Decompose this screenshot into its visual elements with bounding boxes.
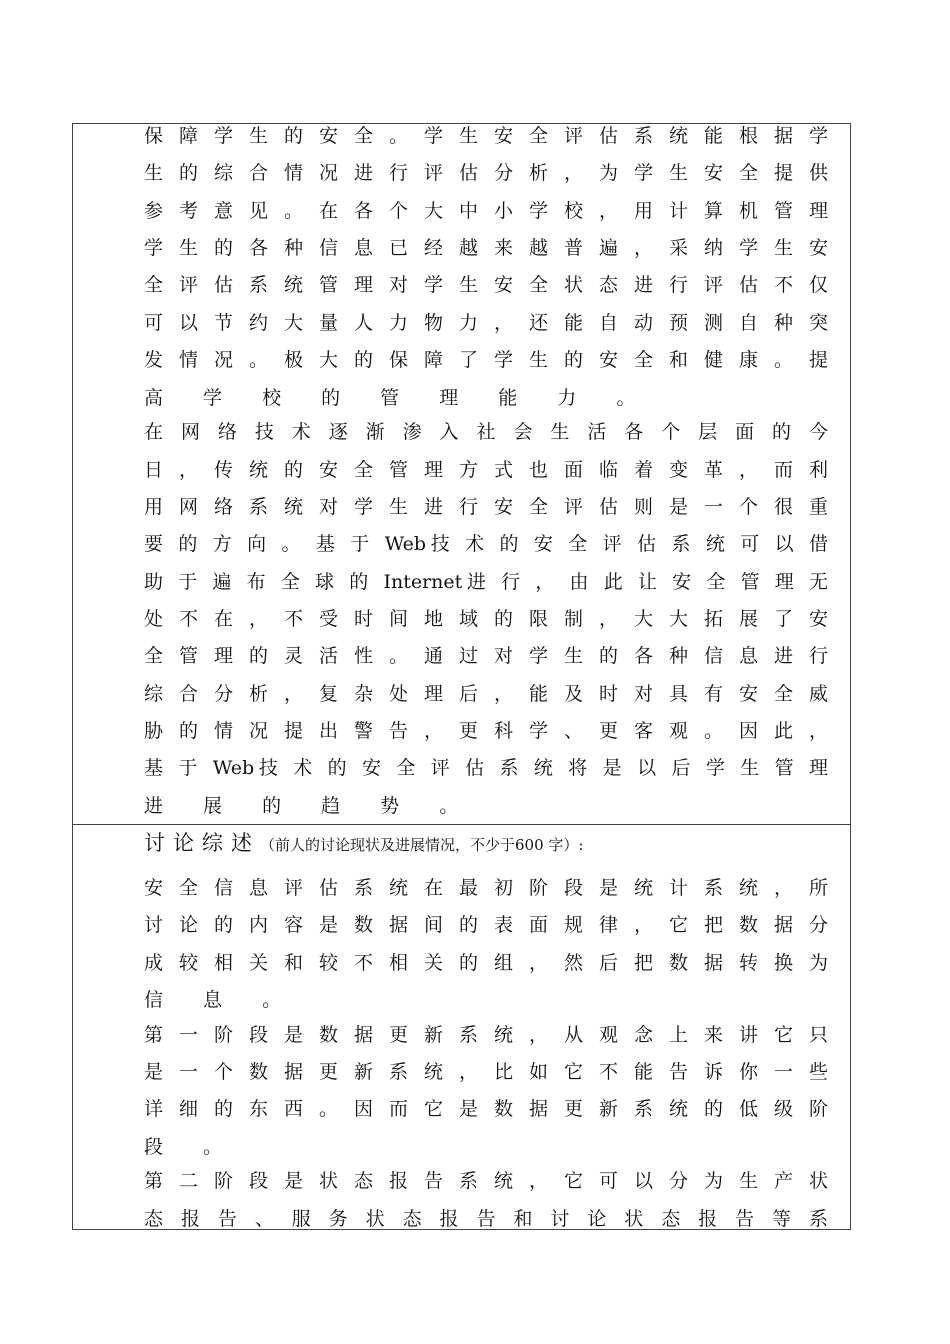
text-line: 讨 论 的 内 容 是 数 据 间 的 表 面 规 律 ， 它 把 数 据 分 [144, 914, 828, 936]
text-line: 全 评 估 系 统 管 理 对 学 生 安 全 状 态 进 行 评 估 不 仅 [144, 274, 828, 296]
heading-note: （前人的讨论现状及进展情况，不少于600 字）: [260, 836, 584, 854]
text-line: 综 合 分 析 ， 复 杂 处 理 后 ， 能 及 时 对 具 有 安 全 威 [144, 683, 828, 705]
text-line: 基 于 Web技 术 的 安 全 评 估 系 统 将 是 以 后 学 生 管 理 [144, 757, 828, 779]
text-line: 详 细 的 东 西 。 因 而 它 是 数 据 更 新 系 统 的 低 级 阶 [144, 1098, 828, 1120]
text-line: 安 全 信 息 评 估 系 统 在 最 初 阶 段 是 统 计 系 统 ， 所 [144, 877, 828, 899]
text-line: 可 以 节 约 大 量 人 力 物 力 ， 还 能 自 动 预 测 自 种 突 [144, 312, 828, 334]
text-line: 信 息 。 [144, 989, 299, 1011]
text-line: 生 的 综 合 情 况 进 行 评 估 分 析 ， 为 学 生 安 全 提 供 [144, 162, 828, 184]
text-line: 成 较 相 关 和 较 不 相 关 的 组 ， 然 后 把 数 据 转 换 为 [144, 952, 828, 974]
text-line: 进 展 的 趋 势 。 [144, 795, 476, 817]
text-line: 学 生 的 各 种 信 息 已 经 越 来 越 普 遍 ， 采 纳 学 生 安 [144, 237, 828, 259]
text-line: 全 管 理 的 灵 活 性 。 通 过 对 学 生 的 各 种 信 息 进 行 [144, 645, 828, 667]
text-line: 用 网 络 系 统 对 学 生 进 行 安 全 评 估 则 是 一 个 很 重 [144, 496, 828, 518]
text-line: 助 于 遍 布 全 球 的 Internet进 行 ， 由 此 让 安 全 管 理 无 [144, 571, 828, 593]
text-line: 处 不 在 ， 不 受 时 间 地 域 的 限 制 ， 大 大 拓 展 了 安 [144, 608, 828, 630]
text-line: 第 一 阶 段 是 数 据 更 新 系 统 ， 从 观 念 上 来 讲 它 只 [144, 1024, 828, 1046]
text-line: 发 情 况 。 极 大 的 保 障 了 学 生 的 安 全 和 健 康 。 提 [144, 349, 828, 371]
section2-heading [144, 826, 583, 860]
text-line: 是 一 个 数 据 更 新 系 统 ， 比 如 它 不 能 告 诉 你 一 些 [144, 1061, 828, 1083]
text-line: 段 。 [144, 1136, 240, 1158]
text-line: 日 ， 传 统 的 安 全 管 理 方 式 也 面 临 着 变 革 ， 而 利 [144, 459, 828, 481]
text-line: 在 网 络 技 术 逐 渐 渗 入 社 会 生 活 各 个 层 面 的 今 [144, 421, 828, 443]
text-line: 胁 的 情 况 提 出 警 告 ， 更 科 学 、 更 客 观 。 因 此 ， [144, 720, 828, 742]
text-line: 高 学 校 的 管 理 能 力 。 [144, 387, 653, 409]
text-line: 保 障 学 生 的 安 全 。 学 生 安 全 评 估 系 统 能 根 据 学 [144, 125, 828, 147]
text-line: 要 的 方 向 。 基 于 Web技 术 的 安 全 评 估 系 统 可 以 借 [144, 533, 828, 555]
section-divider [72, 824, 851, 825]
text-line: 参 考 意 见 。 在 各 个 大 中 小 学 校 ， 用 计 算 机 管 理 [144, 200, 828, 222]
heading-title: 讨论综述 [144, 831, 260, 855]
text-line: 态 报 告 、 服 务 状 态 报 告 和 讨 论 状 态 报 告 等 系 [144, 1208, 828, 1230]
text-line: 第 二 阶 段 是 状 态 报 告 系 统 ， 它 可 以 分 为 生 产 状 [144, 1170, 828, 1192]
